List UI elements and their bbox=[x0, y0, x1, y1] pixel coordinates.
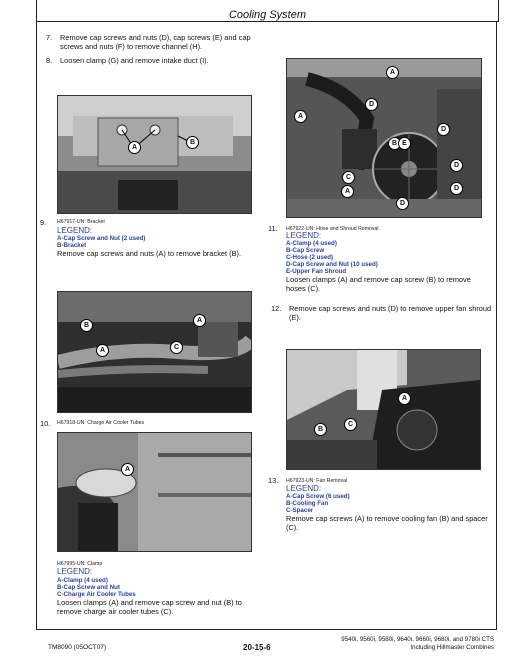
callout-d: D bbox=[437, 123, 450, 136]
figure-11-legend-item: D-Cap Screw and Nut (10 used) bbox=[286, 261, 378, 268]
callout-a: A bbox=[121, 463, 134, 476]
step-8-number: 8. bbox=[46, 56, 53, 65]
figure-13-legend-item: C-Spacer bbox=[286, 507, 314, 514]
fan-removal-photo bbox=[286, 349, 481, 470]
step-12-number: 12. bbox=[271, 304, 282, 313]
callout-a: A bbox=[398, 392, 411, 405]
figure-13-legend-item: B-Cooling Fan bbox=[286, 500, 329, 507]
footer-subtitle: Including Hillmaster Combines bbox=[410, 643, 494, 651]
figure-13-number: 13. bbox=[268, 476, 279, 485]
callout-a: A bbox=[193, 314, 206, 327]
callout-c: C bbox=[170, 341, 183, 354]
bracket-photo bbox=[57, 95, 252, 214]
page-header bbox=[36, 0, 499, 22]
figure-11-text: Loosen clamps (A) and remove cap screw (B) to remove hoses (C). bbox=[286, 275, 471, 293]
step-12-text: Remove cap screws and nuts (D) to remove upper fan shroud (E). bbox=[289, 304, 492, 322]
step-7-text: Remove cap screws and nuts (D), cap screws (E) and cap screws and nuts (F) to remove channel (H). bbox=[60, 33, 251, 51]
callout-b: B bbox=[314, 423, 327, 436]
callout-e: E bbox=[398, 137, 411, 150]
step-8-text: Loosen clamp (G) and remove intake duct (I). bbox=[60, 56, 209, 65]
callout-a: A bbox=[128, 141, 141, 154]
figure-13-caption: H67923-UN: Fan Removal bbox=[286, 478, 348, 484]
figure-9-number: 9. bbox=[40, 218, 47, 227]
callout-d: D bbox=[365, 98, 378, 111]
callout-d: D bbox=[450, 159, 463, 172]
callout-a: A bbox=[341, 185, 354, 198]
figure-9-legend-title: LEGEND: bbox=[57, 226, 93, 235]
callout-b: B bbox=[388, 137, 401, 150]
callout-a: A bbox=[96, 344, 109, 357]
left-border bbox=[36, 21, 37, 630]
clamp-caption: H67995-UN: Clamp bbox=[57, 561, 103, 567]
figure-9-text: Remove cap screws and nuts (A) to remove bracket (B). bbox=[57, 249, 242, 258]
page-number: 20-15-6 bbox=[243, 643, 271, 652]
callout-d: D bbox=[396, 197, 409, 210]
callout-c: C bbox=[342, 171, 355, 184]
figure-13-legend-title: LEGEND: bbox=[286, 484, 322, 493]
figure-11-legend-item: A-Clamp (4 used) bbox=[286, 240, 337, 247]
clamp-legend-item: A-Clamp (4 used) bbox=[57, 577, 108, 584]
page-title: Cooling System bbox=[228, 9, 307, 21]
clamp-legend-item: C-Charge Air Cooler Tubes bbox=[57, 591, 136, 598]
figure-10-number: 10. bbox=[40, 419, 51, 428]
clamp-photo bbox=[57, 432, 252, 552]
figure-11-number: 11. bbox=[268, 224, 278, 233]
charge-air-cooler-photo bbox=[57, 291, 252, 413]
document-id: TM8090 (05OCT07) bbox=[48, 644, 107, 651]
figure-10-caption: H67918-UN: Charge Air Cooler Tubes bbox=[57, 420, 145, 426]
clamp-legend-title: LEGEND: bbox=[57, 567, 93, 576]
callout-b: B bbox=[80, 319, 93, 332]
callout-b: B bbox=[186, 136, 199, 149]
callout-a: A bbox=[386, 66, 399, 79]
hose-shroud-photo bbox=[286, 58, 482, 218]
figure-11-legend-item: E-Upper Fan Shroud bbox=[286, 268, 347, 275]
callout-a: A bbox=[294, 110, 307, 123]
right-border bbox=[496, 21, 497, 630]
callout-d: D bbox=[450, 182, 463, 195]
clamp-legend-item: B-Cap Screw and Nut bbox=[57, 584, 120, 591]
figure-13-legend-item: A-Cap Screw (6 used) bbox=[286, 493, 350, 500]
callout-c: C bbox=[344, 418, 357, 431]
clamp-text: Loosen clamps (A) and remove cap screw and nut (B) to remove charge air cooler tubes (C). bbox=[57, 598, 242, 616]
figure-9-legend-item: B-Bracket bbox=[57, 242, 87, 249]
figure-13-text: Remove cap screws (A) to remove cooling fan (B) and spacer (C). bbox=[286, 514, 488, 532]
footer-models bbox=[330, 636, 494, 651]
footer-models-line: 9540i, 9560i, 9580i, 9640i, 9660i, 9680i, and 9780i CTS bbox=[341, 636, 494, 643]
step-7-number: 7. bbox=[46, 33, 53, 42]
figure-11-legend-item: C-Hose (2 used) bbox=[286, 254, 334, 261]
figure-9-caption: H67917-UN: Bracket bbox=[57, 219, 105, 225]
figure-9-legend-item: A-Cap Screw and Nut (2 used) bbox=[57, 235, 146, 242]
footer-divider bbox=[36, 629, 497, 630]
figure-11-legend-item: B-Cap Screw bbox=[286, 247, 325, 254]
figure-11-legend-title: LEGEND: bbox=[286, 231, 322, 240]
figure-11-caption: H67922-UN: Hose and Shroud Removal bbox=[286, 226, 379, 232]
